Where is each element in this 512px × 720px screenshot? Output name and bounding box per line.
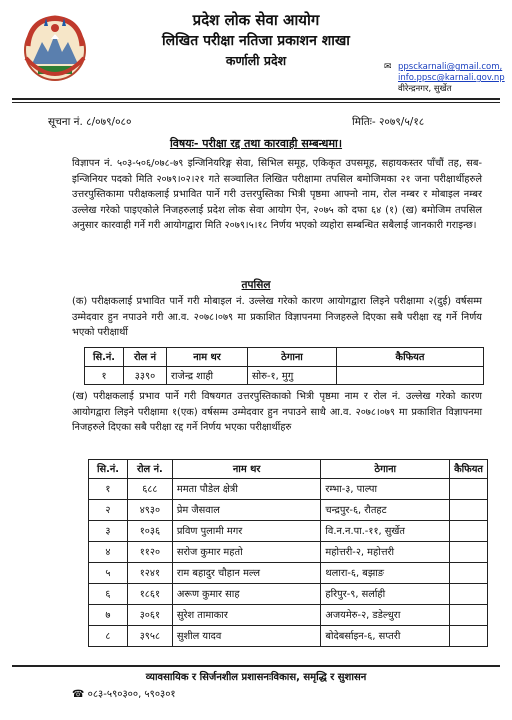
notice-reference: सूचना नं. ८/०७९/०८० bbox=[48, 116, 132, 128]
province-name: कर्णाली प्रदेश bbox=[225, 53, 287, 68]
cell-name: राजेन्द्र शाही bbox=[167, 366, 248, 385]
table-row bbox=[89, 604, 488, 625]
cell-address: थलारा-६, बझाङ bbox=[321, 562, 450, 583]
header-divider-thin bbox=[12, 102, 500, 103]
phone-icon: ☎ bbox=[72, 689, 85, 700]
contact-block bbox=[398, 62, 505, 95]
section-b-table bbox=[88, 459, 488, 647]
notice-subject: विषयः- परीक्षा रद्द तथा कारवाही सम्बन्धमा। bbox=[169, 137, 343, 150]
cell-address: अजयमेरु-२, डडेल्धुरा bbox=[321, 604, 450, 625]
table-row bbox=[89, 583, 488, 604]
cell-address: महोत्तरी-२, महोत्तरी bbox=[321, 541, 450, 562]
cell-address: सोरु-१, मुगु bbox=[248, 366, 337, 385]
col-name: नाम थर bbox=[167, 348, 248, 367]
cell-roll: १२४१ bbox=[127, 562, 172, 583]
cell-name: प्रेम जैसवाल bbox=[172, 499, 321, 520]
cell-serial: ६ bbox=[89, 583, 128, 604]
organization-title: प्रदेश लोक सेवा आयोग bbox=[192, 11, 320, 29]
cell-name: ममता पौडेल क्षेत्री bbox=[172, 478, 321, 499]
section-a-description: परीक्षकलाई प्रभावित पार्ने गरी मोबाइल नं. उल्लेख गरेको कारण आयोगद्वारा लिइने परीक्षामा २(दुई) वर्षसम्म उम्मेदवार हुन नपाउने गरी आ.व. २०७८।०७९ मा प्रकाशित विज्ञापनमा निजहरुले दिएका सबै परीक्षा रद्द गर्ने निर्णय भएको परीक्षार्थी bbox=[72, 296, 482, 339]
cell-name: सरोज कुमार महतो bbox=[172, 541, 321, 562]
cell-remarks bbox=[450, 499, 488, 520]
cell-remarks bbox=[450, 520, 488, 541]
cell-serial: १ bbox=[89, 478, 128, 499]
email-link-1[interactable]: ppsckarnali@gmail.com, bbox=[398, 62, 503, 72]
table-row bbox=[89, 625, 488, 646]
section-b-text bbox=[72, 389, 482, 436]
email-link-2[interactable]: info.ppsc@karnali.gov.np bbox=[398, 73, 505, 83]
col-serial: सि.नं. bbox=[89, 460, 128, 479]
cell-serial: १ bbox=[85, 366, 124, 385]
cell-name: सुशील यादव bbox=[172, 625, 321, 646]
section-subtitle: लिखित परीक्षा नतिजा प्रकाशन शाखा bbox=[162, 33, 350, 49]
col-roll: रोल नं. bbox=[127, 460, 172, 479]
cell-remarks bbox=[337, 366, 484, 385]
cell-name: अरूण कुमार साह bbox=[172, 583, 321, 604]
section-a-text bbox=[72, 294, 482, 341]
table-header-row bbox=[85, 348, 484, 367]
cell-address: रम्भा-३, पाल्पा bbox=[321, 478, 450, 499]
cell-serial: ३ bbox=[89, 520, 128, 541]
mail-icon: ✉ bbox=[384, 62, 392, 72]
cell-roll: ६८८ bbox=[127, 478, 172, 499]
section-b-description: परीक्षकलाई प्रभाव पार्ने गरी विषयगत उत्तरपुस्तिकाको भित्री पृष्ठमा नाम र रोल नं. उल्लेख गरेको कारण आयोगद्वारा लिइने परीक्षामा १(एक) वर्षसम्म उम्मेदवार हुन नपाउने साथै आ.व. २०७८।०७९ मा प्रकाशित विज्ञापनमा निजहरुले दिएका सबै परीक्षा रद्द गर्ने निर्णय भएका परीक्षार्थीहरु bbox=[72, 391, 483, 434]
notice-date: मितिः- २०७९/५/१८ bbox=[352, 116, 425, 128]
details-heading: तपसिल bbox=[241, 279, 271, 291]
cell-roll: ४९३० bbox=[127, 499, 172, 520]
cell-roll: ११२० bbox=[127, 541, 172, 562]
cell-serial: ८ bbox=[89, 625, 128, 646]
cell-remarks bbox=[450, 478, 488, 499]
cell-remarks bbox=[450, 562, 488, 583]
cell-serial: २ bbox=[89, 499, 128, 520]
table-header-row bbox=[89, 460, 488, 479]
cell-remarks bbox=[450, 604, 488, 625]
section-b-label: (ख) bbox=[72, 391, 88, 402]
table-row bbox=[89, 562, 488, 583]
cell-remarks bbox=[450, 541, 488, 562]
table-row bbox=[89, 520, 488, 541]
cell-name: प्रविण पुलामी मगर bbox=[172, 520, 321, 541]
table-row bbox=[89, 478, 488, 499]
cell-address: चन्द्रपुर-६, रौतहट bbox=[321, 499, 450, 520]
office-address: वीरेन्द्रनगर, सुर्खेत bbox=[398, 84, 452, 94]
cell-name: सुरेश तामाकार bbox=[172, 604, 321, 625]
footer-slogan: व्यावसायिक र सिर्जनशील प्रशासनःविकास, समृद्धि र सुशासन bbox=[145, 672, 367, 683]
cell-name: राम बहादुर चौहान मल्ल bbox=[172, 562, 321, 583]
col-roll: रोल नं bbox=[124, 348, 167, 367]
cell-roll: १८६१ bbox=[127, 583, 172, 604]
cell-serial: ७ bbox=[89, 604, 128, 625]
col-remarks: कैफियत bbox=[337, 348, 484, 367]
col-address: ठेगाना bbox=[321, 460, 450, 479]
col-address: ठेगाना bbox=[248, 348, 337, 367]
cell-address: वि.न.न.पा.-११, सुर्खेत bbox=[321, 520, 450, 541]
section-a-table bbox=[84, 347, 484, 385]
section-a-label: (क) bbox=[72, 296, 88, 307]
cell-remarks bbox=[450, 625, 488, 646]
notice-body: विज्ञापन नं. ५०३-५०६/०७८-७९ इन्जिनियरिङ्ग सेवा, सिभिल समूह, एकिकृत उपसमूह, सहायकस्तर पाँचौं तह, सब-इन्जिनियर पदको मिति २०७९।०२।२१ गते सञ्चालित लिखित परीक्षामा तपसिल बमोजिमका २१ जना परीक्षार्थीहरुले उत्तरपुस्तिकामा परीक्षकलाई प्रभावित पार्ने गरी उत्तरपुस्तिका भित्री पृष्ठमा आफ्नो नाम, रोल नम्बर र मोबाइल नम्बर उल्लेख गरेको पाइएकोले निजहरुलाई प्रदेश लोक सेवा आयोग ऐन, २०७५ को दफा ६४ (१) (ख) बमोजिम तपसिल अनुसार कारवाही गर्ने गरी आयोगद्वारा मिति २०७९।५।१८ निर्णय भएको व्यहोरा सम्बन्धित सबैलाई जानकारी गराइन्छ। bbox=[72, 158, 482, 232]
col-serial: सि.नं. bbox=[85, 348, 124, 367]
footer-divider bbox=[12, 665, 500, 667]
table-row bbox=[89, 541, 488, 562]
cell-roll: ३०६१ bbox=[127, 604, 172, 625]
col-remarks: कैफियत bbox=[450, 460, 488, 479]
cell-address: हरिपुर-९, सर्लाही bbox=[321, 583, 450, 604]
table-row bbox=[85, 366, 484, 385]
cell-serial: ४ bbox=[89, 541, 128, 562]
cell-roll: १०३६ bbox=[127, 520, 172, 541]
cell-remarks bbox=[450, 583, 488, 604]
phone-numbers: ०८३-५९०३००, ५९०३०१ bbox=[87, 689, 176, 700]
header-divider bbox=[12, 98, 500, 100]
cell-serial: ५ bbox=[89, 562, 128, 583]
footer-phone bbox=[72, 686, 176, 700]
col-name: नाम थर bbox=[172, 460, 321, 479]
cell-roll: ३९५८ bbox=[127, 625, 172, 646]
cell-roll: ३३९० bbox=[124, 366, 167, 385]
cell-address: बोदेबर्साइन-६, सप्तरी bbox=[321, 625, 450, 646]
table-row bbox=[89, 499, 488, 520]
